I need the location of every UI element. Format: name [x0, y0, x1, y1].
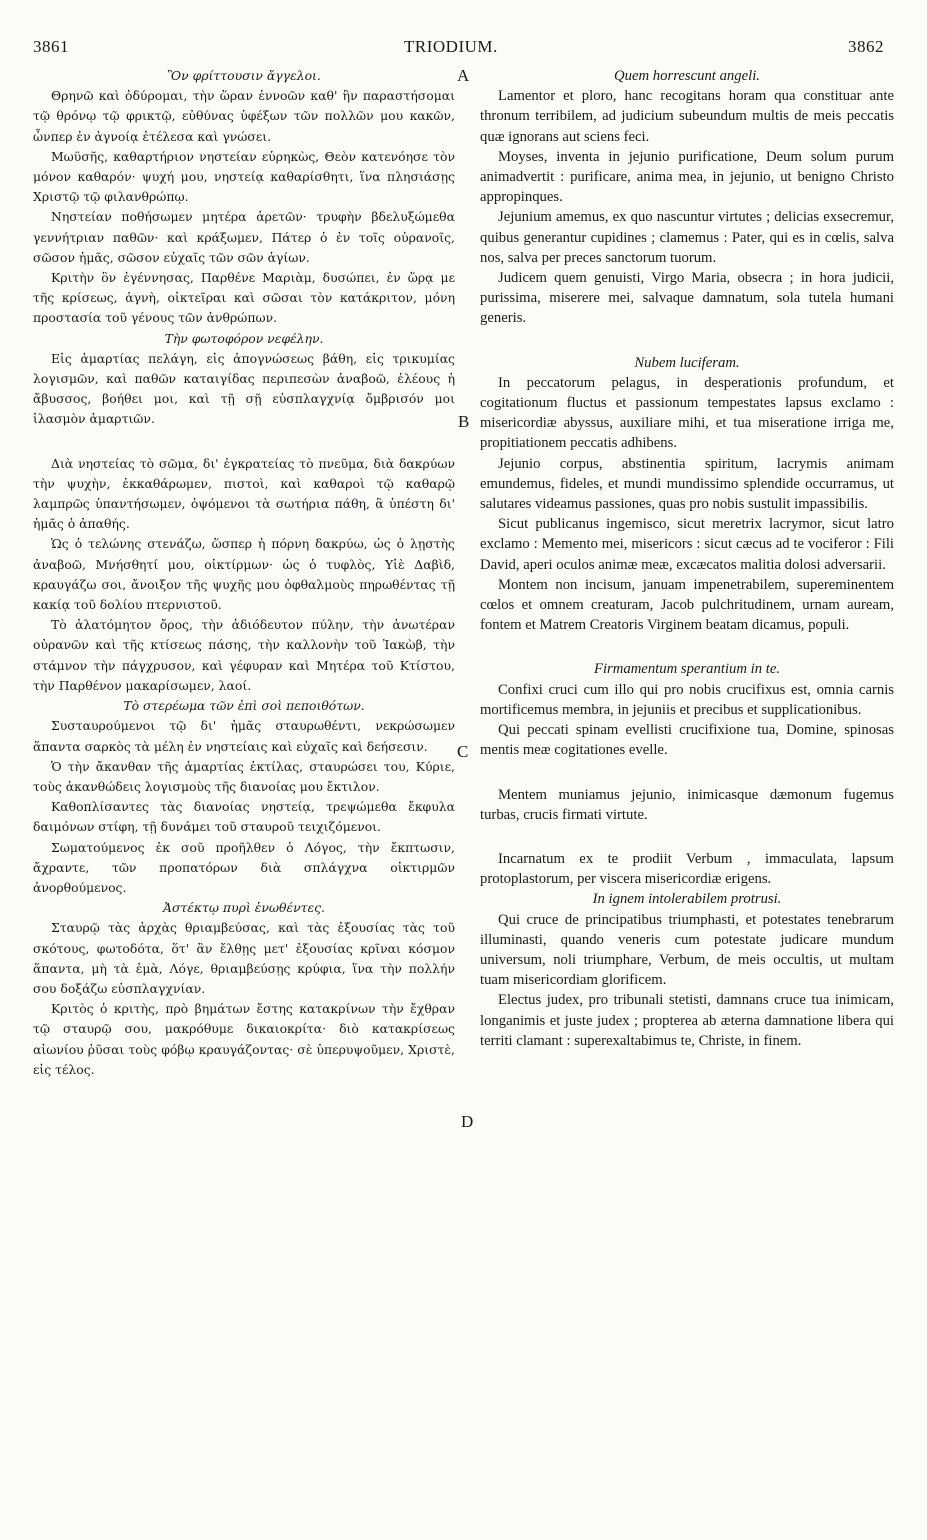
greek-paragraph: Σταυρῷ τὰς ἀρχὰς θριαμβεύσας, καὶ τὰς ἐξουσίας τὰς τοῦ σκότους, φωτοδότα, ὅτ' ἂν ἔλθῃς μετ' ἐξουσίας κρῖναι κόσμον ἅπαντα, μὴ τὰ ἐμὰ, Λόγε, θριαμβεύσῃς κρύφια, ἵνα τὴν πολλήν σου δοξάζω εὐσπλαγχνίαν. [33, 920, 455, 996]
greek-paragraph: Κριτὸς ὁ κριτὴς, πρὸ βημάτων ἔστης κατακρίνων τὴν ἔχθραν τῷ σταυρῷ σου, μακρόθυμε δικαιοκρίτα· διὸ κατακρίσεως αἰωνίου ῥῦσαι τοὺς φόβῳ κραυγάζοντας· σὲ ὑπερυψοῦμεν, Χριστὲ, εἰς τέλος. [33, 1001, 455, 1077]
greek-paragraph: Ὡς ὁ τελώνης στενάζω, ὥσπερ ἡ πόρνη δακρύω, ὡς ὁ λῃστὴς ἀναβοῶ, Μνήσθητί μου, οἰκτίρμων· ὡς ὁ τυφλὸς, Υἱὲ Δαβὶδ, κραυγάζω σοι, ἄνοιξον τῆς ψυχῆς μου ὀφθαλμοὺς πηρωθέντας τῇ κακίᾳ τοῦ δολίου πτερνιστοῦ. [33, 536, 455, 613]
greek-heading: Ὃν φρίττουσιν ἄγγελοι. [167, 68, 321, 83]
latin-paragraph: Jejunium amemus, ex quo nascuntur virtutes ; delicias exsecremur, quibus generantur cupidines ; clamemus : Pater, qui es in cœlis, salva nos, salva per preces sanctorum tuorum. [480, 209, 894, 266]
greek-paragraph: Μωϋσῆς, καθαρτήριον νηστείαν εὑρηκὼς, Θεὸν κατενόησε τὸν μόνον καθαρόν· ψυχή μου, νηστείᾳ καθαρίσθητι, ἵνα πλησιάσῃς Χριστῷ τῷ φιλανθρώπῳ. [33, 148, 455, 205]
latin-paragraph: Judicem quem genuisti, Virgo Maria, obsecra ; in hora judicii, purissima, miserere mei, salvaque damnatum, sola tutela humani generis. [480, 270, 894, 327]
section-marker-b: B [458, 412, 470, 431]
page-number-left: 3861 [33, 37, 69, 56]
latin-heading: Firmamentum sperantium in te. [593, 661, 781, 678]
greek-paragraph: Ὁ τὴν ἄκανθαν τῆς ἁμαρτίας ἐκτίλας, σταυρώσει του, Κύριε, τοὺς ἀκανθώδεις λογισμοὺς τῆς διανοίας μου ἔκτιλον. [33, 758, 455, 794]
greek-heading: Τὸ στερέωμα τῶν ἐπὶ σοὶ πεποιθότων. [123, 698, 365, 714]
greek-paragraph: Τὸ ἀλατόμητον ὄρος, τὴν ἀδιόδευτον πύλην, τὴν ἀνωτέραν οὐρανῶν καὶ τῆς κτίσεως πάσης, τὴν καλλονὴν τοῦ Ἰακὼβ, τὴν στάμνον τὴν πάγχρυσον, καὶ γέφυραν καὶ Μητέρα τοῦ Κτίστου, τὴν Παρθένον μακαρίσωμεν, λαοί. [33, 617, 455, 693]
greek-paragraph: Κριτὴν ὃν ἐγέννησας, Παρθένε Μαριὰμ, δυσώπει, ἐν ὥρᾳ με τῆς κρίσεως, ἁγνὴ, οἰκτεῖραι καὶ σῶσαι τὸν κατάκριτον, μόνη προστασία τοῦ γένους τῶν ἀνθρώπων. [33, 270, 455, 326]
latin-paragraph: Qui cruce de principatibus triumphasti, et potestates tenebrarum illuminasti, quando veneris cum potestate judicare mundum universum, noli triumphare, Verbum, de meis occultis, ut multam tuam misericordiam glorificem. [480, 911, 894, 989]
latin-column [480, 66, 894, 1051]
greek-paragraph: Καθοπλίσαντες τὰς διανοίας νηστείᾳ, τρεψώμεθα ἔκφυλα δαιμόνων στίφη, τῇ δυνάμει τοῦ σταυροῦ τειχιζόμενοι. [33, 799, 455, 835]
section-marker-a: A [457, 66, 470, 85]
section-marker-d: D [461, 1112, 474, 1131]
latin-paragraph: Confixi cruci cum illo qui pro nobis crucifixus est, omnia carnis mortificemus membra, in jejuniis et precibus et supplicationibus. [480, 681, 894, 718]
greek-paragraph: Νηστείαν ποθήσωμεν μητέρα ἀρετῶν· τρυφὴν βδελυξώμεθα γεννήτριαν παθῶν· καὶ κράξωμεν, Πάτερ ὁ ἐν τοῖς οὐρανοῖς, σῶσον ἡμᾶς, σῶσον εὐχαῖς τῶν σῶν ἁγίων. [33, 209, 455, 265]
greek-paragraph: Συσταυρούμενοι τῷ δι' ἡμᾶς σταυρωθέντι, νεκρώσωμεν ἅπαντα σαρκὸς τὰ μέλη ἐν νηστείαις καὶ εὐχαῖς καὶ δεήσεσιν. [33, 718, 455, 754]
greek-paragraph: Σωματούμενος ἐκ σοῦ προῆλθεν ὁ Λόγος, τὴν ἔκπτωσιν, ἄχραντε, τῶν προπατόρων διὰ σπλάγχνα οἰκτιρμῶν ἀνορθούμενος. [33, 839, 455, 895]
running-title: TRIODIUM. [404, 37, 498, 56]
greek-paragraph: Εἰς ἁμαρτίας πελάγη, εἰς ἀπογνώσεως βάθη, εἰς τρικυμίας λογισμῶν, καὶ παθῶν καταιγίδας περιπεσὼν ἀναβοῶ, ἐλέους ἡ ἄβυσσος, βοήθει μοι, καὶ τῇ σῇ εὐσπλαγχνίᾳ ὄμβρισόν μοι ἱλασμὸν ἁμαρτιῶν. [33, 350, 455, 427]
latin-paragraph: Moyses, inventa in jejunio purificatione, Deum solum purum animadvertit : purificare, anima mea, in jejunio, ut benigno Christo appropinques. [480, 148, 894, 206]
latin-paragraph: Qui peccati spinam evellisti crucifixione tua, Domine, spinosas mentis meæ cogitationes evelle. [480, 722, 894, 759]
latin-paragraph: Montem non incisum, januam impenetrabilem, supereminentem cœlos et omnem creaturam, Jacob pulchritudinem, urnam auream, fontem et Matrem Creatoris Virginem beatam dicamus, populi. [480, 576, 894, 634]
greek-heading: Ἀστέκτῳ πυρὶ ἑνωθέντες. [163, 900, 325, 916]
section-marker-c: C [457, 742, 469, 761]
latin-paragraph: Mentem muniamus jejunio, inimicasque dæmonum fugemus turbas, crucis firmati virtute. [480, 786, 894, 823]
greek-paragraph: Διὰ νηστείας τὸ σῶμα, δι' ἐγκρατείας τὸ πνεῦμα, διὰ δακρύων τὴν ψυχὴν, ἐκκαθάρωμεν, πιστοὶ, καὶ καθαροὶ τῷ καθαρῷ λαμπρῶς ὑπαντήσωμεν, ὀψόμενοι τὰ σωτήρια πάθη, ἃ ὑπέστη δι' ἡμᾶς ὁ ἀπαθής. [33, 455, 455, 532]
latin-paragraph: Electus judex, pro tribunali stetisti, damnans cruce tua inimicam, longanimis et juste judex ; propterea ab æterna damnatione libera qui territi clamant : superexaltabimus te, Christe, in finem. [480, 992, 894, 1049]
latin-paragraph: In peccatorum pelagus, in desperationis profundum, et cogitationum fluctus et passionum tempestates lapsus exclamo : misericordiæ abyssus, auxiliare mihi, et tua miseratione irriga me, propitiationem peccatis adhibens. [480, 374, 894, 452]
latin-paragraph: Sicut publicanus ingemisco, sicut meretrix lacrymor, sicut latro exclamo : Memento mei, misericors : sicut cæcus ad te vociferor : Fili David, aperi oculos animæ meæ, excæcatos malitia dolosi adversarii. [480, 516, 894, 573]
latin-heading: In ignem intolerabilem protrusi. [592, 891, 782, 908]
latin-heading: Quem horrescunt angeli. [614, 68, 760, 84]
greek-paragraph: Θρηνῶ καὶ ὀδύρομαι, τὴν ὥραν ἐννοῶν καθ' ἣν παραστήσομαι τῷ θρόνῳ τῷ φρικτῷ, εὐθύνας ὑφέξων τῶν πολλῶν μου κακῶν, ὧνπερ ἐν ἀγνοίᾳ ἐτέλεσα καὶ γνώσει. [33, 88, 455, 144]
latin-heading: Nubem luciferam. [634, 354, 740, 371]
greek-column [33, 66, 455, 1080]
page-number-right: 3862 [848, 37, 884, 56]
latin-paragraph: Lamentor et ploro, hanc recogitans horam qua constituar ante thronum terribilem, ad judicium subeundum multis de meis peccatis quæ ignorans aut sciens feci. [480, 88, 894, 145]
latin-paragraph: Incarnatum ex te prodiit Verbum , immaculata, lapsum protoplastorum, per viscera misericordiæ erigens. [480, 850, 894, 888]
greek-heading: Τὴν φωτοφόρον νεφέλην. [164, 330, 324, 346]
latin-paragraph: Jejunio corpus, abstinentia spiritum, lacrymis animam emundemus, fideles, et mundi mundissimo splendide occurramus, ut salutares videamus passiones, quas pro nobis sustulit impassibilis. [480, 455, 894, 513]
